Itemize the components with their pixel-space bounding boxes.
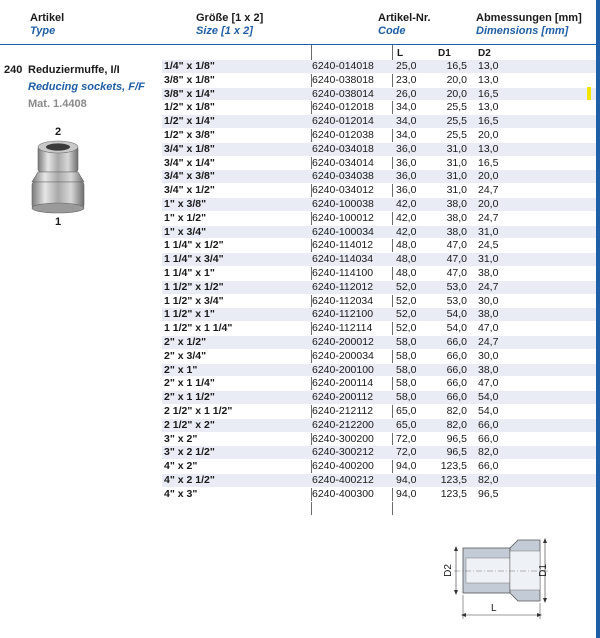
d1-cell: 20,0 — [446, 87, 467, 100]
d1-cell: 16,5 — [446, 60, 467, 72]
d2-cell: 16,5 — [478, 87, 499, 100]
length-cell: 52,0 — [396, 308, 417, 321]
code-cell: 6240-038014 — [312, 87, 374, 100]
d2-cell: 13,0 — [478, 73, 499, 86]
table-row — [162, 433, 600, 447]
d2-cell: 24,7 — [478, 211, 499, 224]
d2-cell: 66,0 — [478, 432, 499, 445]
length-cell: 36,0 — [396, 184, 417, 197]
header-artikelnr-de: Artikel-Nr. — [378, 12, 431, 24]
size-cell: 1 1/2" x 1 1/4" — [164, 322, 233, 335]
d1-cell: 66,0 — [446, 335, 467, 348]
table-row — [162, 239, 600, 253]
d1-cell: 38,0 — [446, 197, 467, 210]
header-artikelnr-en: Code — [378, 25, 406, 37]
length-cell: 42,0 — [396, 211, 417, 224]
size-cell: 4" x 2" — [164, 460, 198, 473]
size-cell: 2" x 1/2" — [164, 335, 207, 348]
d2-cell: 24,7 — [478, 184, 499, 197]
header-groesse-de: Größe [1 x 2] — [196, 12, 264, 24]
table-row — [162, 460, 600, 474]
d1-cell: 47,0 — [446, 266, 467, 279]
length-cell: 48,0 — [396, 266, 417, 279]
code-cell: 6240-114034 — [312, 253, 374, 266]
code-cell: 6240-100038 — [312, 197, 374, 210]
table-row — [162, 350, 600, 364]
length-cell: 48,0 — [396, 239, 417, 252]
code-cell: 6240-012014 — [312, 115, 374, 128]
d1-cell: 66,0 — [446, 349, 467, 362]
header-abmessungen — [476, 12, 582, 38]
length-cell: 58,0 — [396, 363, 417, 376]
code-cell: 6240-114100 — [312, 266, 374, 279]
column-header-d2: D2 — [478, 48, 491, 59]
table-row — [162, 281, 600, 295]
length-cell: 72,0 — [396, 446, 417, 459]
code-cell: 6240-200114 — [312, 377, 374, 390]
product-photo — [28, 138, 88, 214]
table-row — [162, 60, 600, 74]
d2-cell: 66,0 — [478, 418, 499, 431]
length-cell: 65,0 — [396, 418, 417, 431]
table-row — [162, 308, 600, 322]
product-name-en: Reducing sockets, F/F — [28, 81, 145, 93]
length-cell: 42,0 — [396, 225, 417, 238]
d1-cell: 31,0 — [446, 170, 467, 183]
d2-cell: 30,0 — [478, 349, 499, 362]
length-cell: 36,0 — [396, 156, 417, 169]
d1-cell: 54,0 — [446, 322, 467, 335]
size-cell: 1/2" x 1/4" — [164, 115, 215, 128]
header-groesse — [196, 12, 263, 38]
d1-cell: 123,5 — [440, 487, 467, 500]
table-row — [162, 143, 600, 157]
table-row — [162, 101, 600, 115]
table-row — [162, 474, 600, 488]
length-cell: 23,0 — [396, 73, 417, 86]
d1-cell: 25,5 — [446, 115, 467, 128]
length-cell: 58,0 — [396, 391, 417, 404]
code-cell: 6240-212112 — [312, 404, 374, 417]
table-row — [162, 377, 600, 391]
d2-cell: 47,0 — [478, 322, 499, 335]
code-cell: 6240-112114 — [312, 322, 373, 335]
length-cell: 34,0 — [396, 115, 417, 128]
dimension-drawing — [436, 535, 576, 621]
table-row — [162, 364, 600, 378]
code-cell: 6240-200034 — [312, 349, 374, 362]
code-cell: 6240-100034 — [312, 225, 374, 238]
code-cell: 6240-012018 — [312, 101, 374, 114]
length-cell: 25,0 — [396, 60, 417, 72]
table-row — [162, 295, 600, 309]
d2-cell: 54,0 — [478, 404, 499, 417]
d2-cell: 13,0 — [478, 101, 499, 114]
size-cell: 1 1/2" x 3/4" — [164, 294, 224, 307]
size-cell: 3/8" x 1/4" — [164, 87, 215, 100]
product-name-de: Reduziermuffe, I/I — [28, 64, 120, 76]
code-cell: 6240-400200 — [312, 460, 374, 473]
table-row — [162, 405, 600, 419]
code-cell: 6240-200100 — [312, 363, 374, 376]
photo-label-bottom: 1 — [55, 216, 62, 228]
code-cell: 6240-038018 — [312, 73, 374, 86]
table-row — [162, 336, 600, 350]
d1-cell: 53,0 — [446, 280, 467, 293]
product-material: Mat. 1.4408 — [28, 98, 87, 110]
d1-cell: 25,5 — [446, 128, 467, 141]
header-artikel-de: Artikel — [30, 12, 65, 24]
size-cell: 1/2" x 1/8" — [164, 101, 215, 114]
length-cell: 58,0 — [396, 335, 417, 348]
header-abmessungen-en: Dimensions [mm] — [476, 25, 569, 37]
length-cell: 26,0 — [396, 87, 417, 100]
table-row — [162, 446, 600, 460]
header-artikel-en: Type — [30, 25, 56, 37]
size-cell: 2" x 1" — [164, 363, 198, 376]
d1-cell: 31,0 — [446, 156, 467, 169]
code-cell: 6240-200112 — [312, 391, 374, 404]
size-cell: 1 1/2" x 1" — [164, 308, 215, 321]
d1-cell: 47,0 — [446, 239, 467, 252]
d2-cell: 38,0 — [478, 266, 499, 279]
size-cell: 1" x 3/8" — [164, 197, 207, 210]
code-cell: 6240-014018 — [312, 60, 374, 72]
code-cell: 6240-112012 — [312, 280, 374, 293]
length-cell: 48,0 — [396, 253, 417, 266]
d1-cell: 54,0 — [446, 308, 467, 321]
table-row — [162, 129, 600, 143]
table-row — [162, 170, 600, 184]
code-cell: 6240-034018 — [312, 142, 374, 155]
d2-cell: 24,7 — [478, 335, 499, 348]
d2-cell: 31,0 — [478, 253, 499, 266]
length-cell: 94,0 — [396, 487, 417, 500]
table-row — [162, 198, 600, 212]
d2-cell: 38,0 — [478, 363, 499, 376]
code-cell: 6240-200012 — [312, 335, 374, 348]
d1-cell: 31,0 — [446, 184, 467, 197]
table-row — [162, 88, 600, 102]
d1-cell: 38,0 — [446, 225, 467, 238]
d1-cell: 123,5 — [440, 460, 467, 473]
table-row — [162, 488, 600, 502]
table-row — [162, 74, 600, 88]
table-row — [162, 184, 600, 198]
d1-cell: 20,0 — [446, 73, 467, 86]
size-cell: 4" x 3" — [164, 487, 198, 500]
d2-cell: 16,5 — [478, 156, 499, 169]
size-cell: 3/4" x 1/2" — [164, 184, 215, 197]
length-cell: 94,0 — [396, 460, 417, 473]
d1-cell: 123,5 — [440, 473, 467, 486]
sizes-table — [162, 60, 600, 502]
size-cell: 2" x 1 1/2" — [164, 391, 215, 404]
header-abmessungen-de: Abmessungen [mm] — [476, 12, 582, 24]
d2-cell: 66,0 — [478, 460, 499, 473]
d1-cell: 96,5 — [446, 432, 467, 445]
header-artikelnr — [378, 12, 431, 38]
length-cell: 52,0 — [396, 294, 417, 307]
d2-cell: 13,0 — [478, 142, 499, 155]
d2-cell: 20,0 — [478, 128, 499, 141]
d1-cell: 47,0 — [446, 253, 467, 266]
size-cell: 2 1/2" x 1 1/2" — [164, 404, 233, 417]
d2-cell: 38,0 — [478, 308, 499, 321]
length-cell: 65,0 — [396, 404, 417, 417]
size-cell: 4" x 2 1/2" — [164, 473, 215, 486]
d1-cell: 96,5 — [446, 446, 467, 459]
code-cell: 6240-034012 — [312, 184, 374, 197]
drawing-label-d2: D2 — [442, 564, 454, 577]
size-cell: 1 1/2" x 1/2" — [164, 280, 224, 293]
code-cell: 6240-114012 — [312, 239, 374, 252]
size-cell: 3/4" x 3/8" — [164, 170, 215, 183]
d2-cell: 47,0 — [478, 377, 499, 390]
d2-cell: 31,0 — [478, 225, 499, 238]
d1-cell: 25,5 — [446, 101, 467, 114]
product-number: 240 — [4, 64, 23, 76]
size-cell: 3" x 2 1/2" — [164, 446, 215, 459]
size-cell: 1/2" x 3/8" — [164, 128, 215, 141]
highlight-marker — [587, 87, 591, 100]
d1-cell: 31,0 — [446, 142, 467, 155]
d2-cell: 16,5 — [478, 115, 499, 128]
drawing-label-d1: D1 — [537, 564, 549, 577]
code-cell: 6240-034014 — [312, 156, 374, 169]
d1-cell: 82,0 — [446, 418, 467, 431]
code-cell: 6240-034038 — [312, 170, 374, 183]
length-cell: 52,0 — [396, 322, 417, 335]
length-cell: 58,0 — [396, 377, 417, 390]
code-cell: 6240-212200 — [312, 418, 374, 431]
d2-cell: 24,7 — [478, 280, 499, 293]
photo-label-top: 2 — [55, 126, 62, 138]
code-cell: 6240-100012 — [312, 211, 374, 224]
header-artikel — [30, 12, 64, 38]
d2-cell: 54,0 — [478, 391, 499, 404]
size-cell: 1 1/4" x 3/4" — [164, 253, 224, 266]
table-row — [162, 157, 600, 171]
page-edge-bar — [596, 0, 600, 638]
d2-cell: 20,0 — [478, 197, 499, 210]
size-cell: 1" x 1/2" — [164, 211, 207, 224]
size-cell: 3/8" x 1/8" — [164, 73, 215, 86]
code-cell: 6240-112034 — [312, 294, 374, 307]
size-cell: 1" x 3/4" — [164, 225, 207, 238]
d2-cell: 20,0 — [478, 170, 499, 183]
d1-cell: 66,0 — [446, 377, 467, 390]
size-cell: 2 1/2" x 2" — [164, 418, 215, 431]
length-cell: 94,0 — [396, 473, 417, 486]
d2-cell: 24,5 — [478, 239, 499, 252]
size-cell: 3" x 2" — [164, 432, 198, 445]
length-cell: 36,0 — [396, 170, 417, 183]
header-groesse-en: Size [1 x 2] — [196, 25, 253, 37]
table-row — [162, 115, 600, 129]
table-row — [162, 212, 600, 226]
d2-cell: 13,0 — [478, 60, 499, 72]
size-cell: 2" x 3/4" — [164, 349, 207, 362]
length-cell: 34,0 — [396, 128, 417, 141]
length-cell: 36,0 — [396, 142, 417, 155]
table-row — [162, 322, 600, 336]
length-cell: 58,0 — [396, 349, 417, 362]
size-cell: 3/4" x 1/4" — [164, 156, 215, 169]
header-divider — [0, 44, 600, 45]
length-cell: 42,0 — [396, 197, 417, 210]
code-cell: 6240-400300 — [312, 487, 374, 500]
length-cell: 72,0 — [396, 432, 417, 445]
table-row — [162, 267, 600, 281]
d2-cell: 96,5 — [478, 487, 499, 500]
table-row — [162, 253, 600, 267]
size-cell: 1 1/4" x 1/2" — [164, 239, 224, 252]
table-row — [162, 419, 600, 433]
size-cell: 1 1/4" x 1" — [164, 266, 215, 279]
size-cell: 1/4" x 1/8" — [164, 60, 215, 72]
code-cell: 6240-300200 — [312, 432, 374, 445]
size-cell: 2" x 1 1/4" — [164, 377, 215, 390]
code-cell: 6240-112100 — [312, 308, 374, 321]
d1-cell: 66,0 — [446, 363, 467, 376]
d1-cell: 66,0 — [446, 391, 467, 404]
d2-cell: 30,0 — [478, 294, 499, 307]
table-row — [162, 391, 600, 405]
code-cell: 6240-012038 — [312, 128, 374, 141]
length-cell: 52,0 — [396, 280, 417, 293]
d1-cell: 38,0 — [446, 211, 467, 224]
d1-cell: 53,0 — [446, 294, 467, 307]
d1-cell: 82,0 — [446, 404, 467, 417]
code-cell: 6240-300212 — [312, 446, 374, 459]
d2-cell: 82,0 — [478, 473, 499, 486]
code-cell: 6240-400212 — [312, 473, 374, 486]
length-cell: 34,0 — [396, 101, 417, 114]
size-cell: 3/4" x 1/8" — [164, 142, 215, 155]
column-header-d1: D1 — [438, 48, 451, 59]
table-row — [162, 226, 600, 240]
column-header-l: L — [397, 48, 404, 59]
drawing-label-l: L — [491, 603, 497, 614]
d2-cell: 82,0 — [478, 446, 499, 459]
